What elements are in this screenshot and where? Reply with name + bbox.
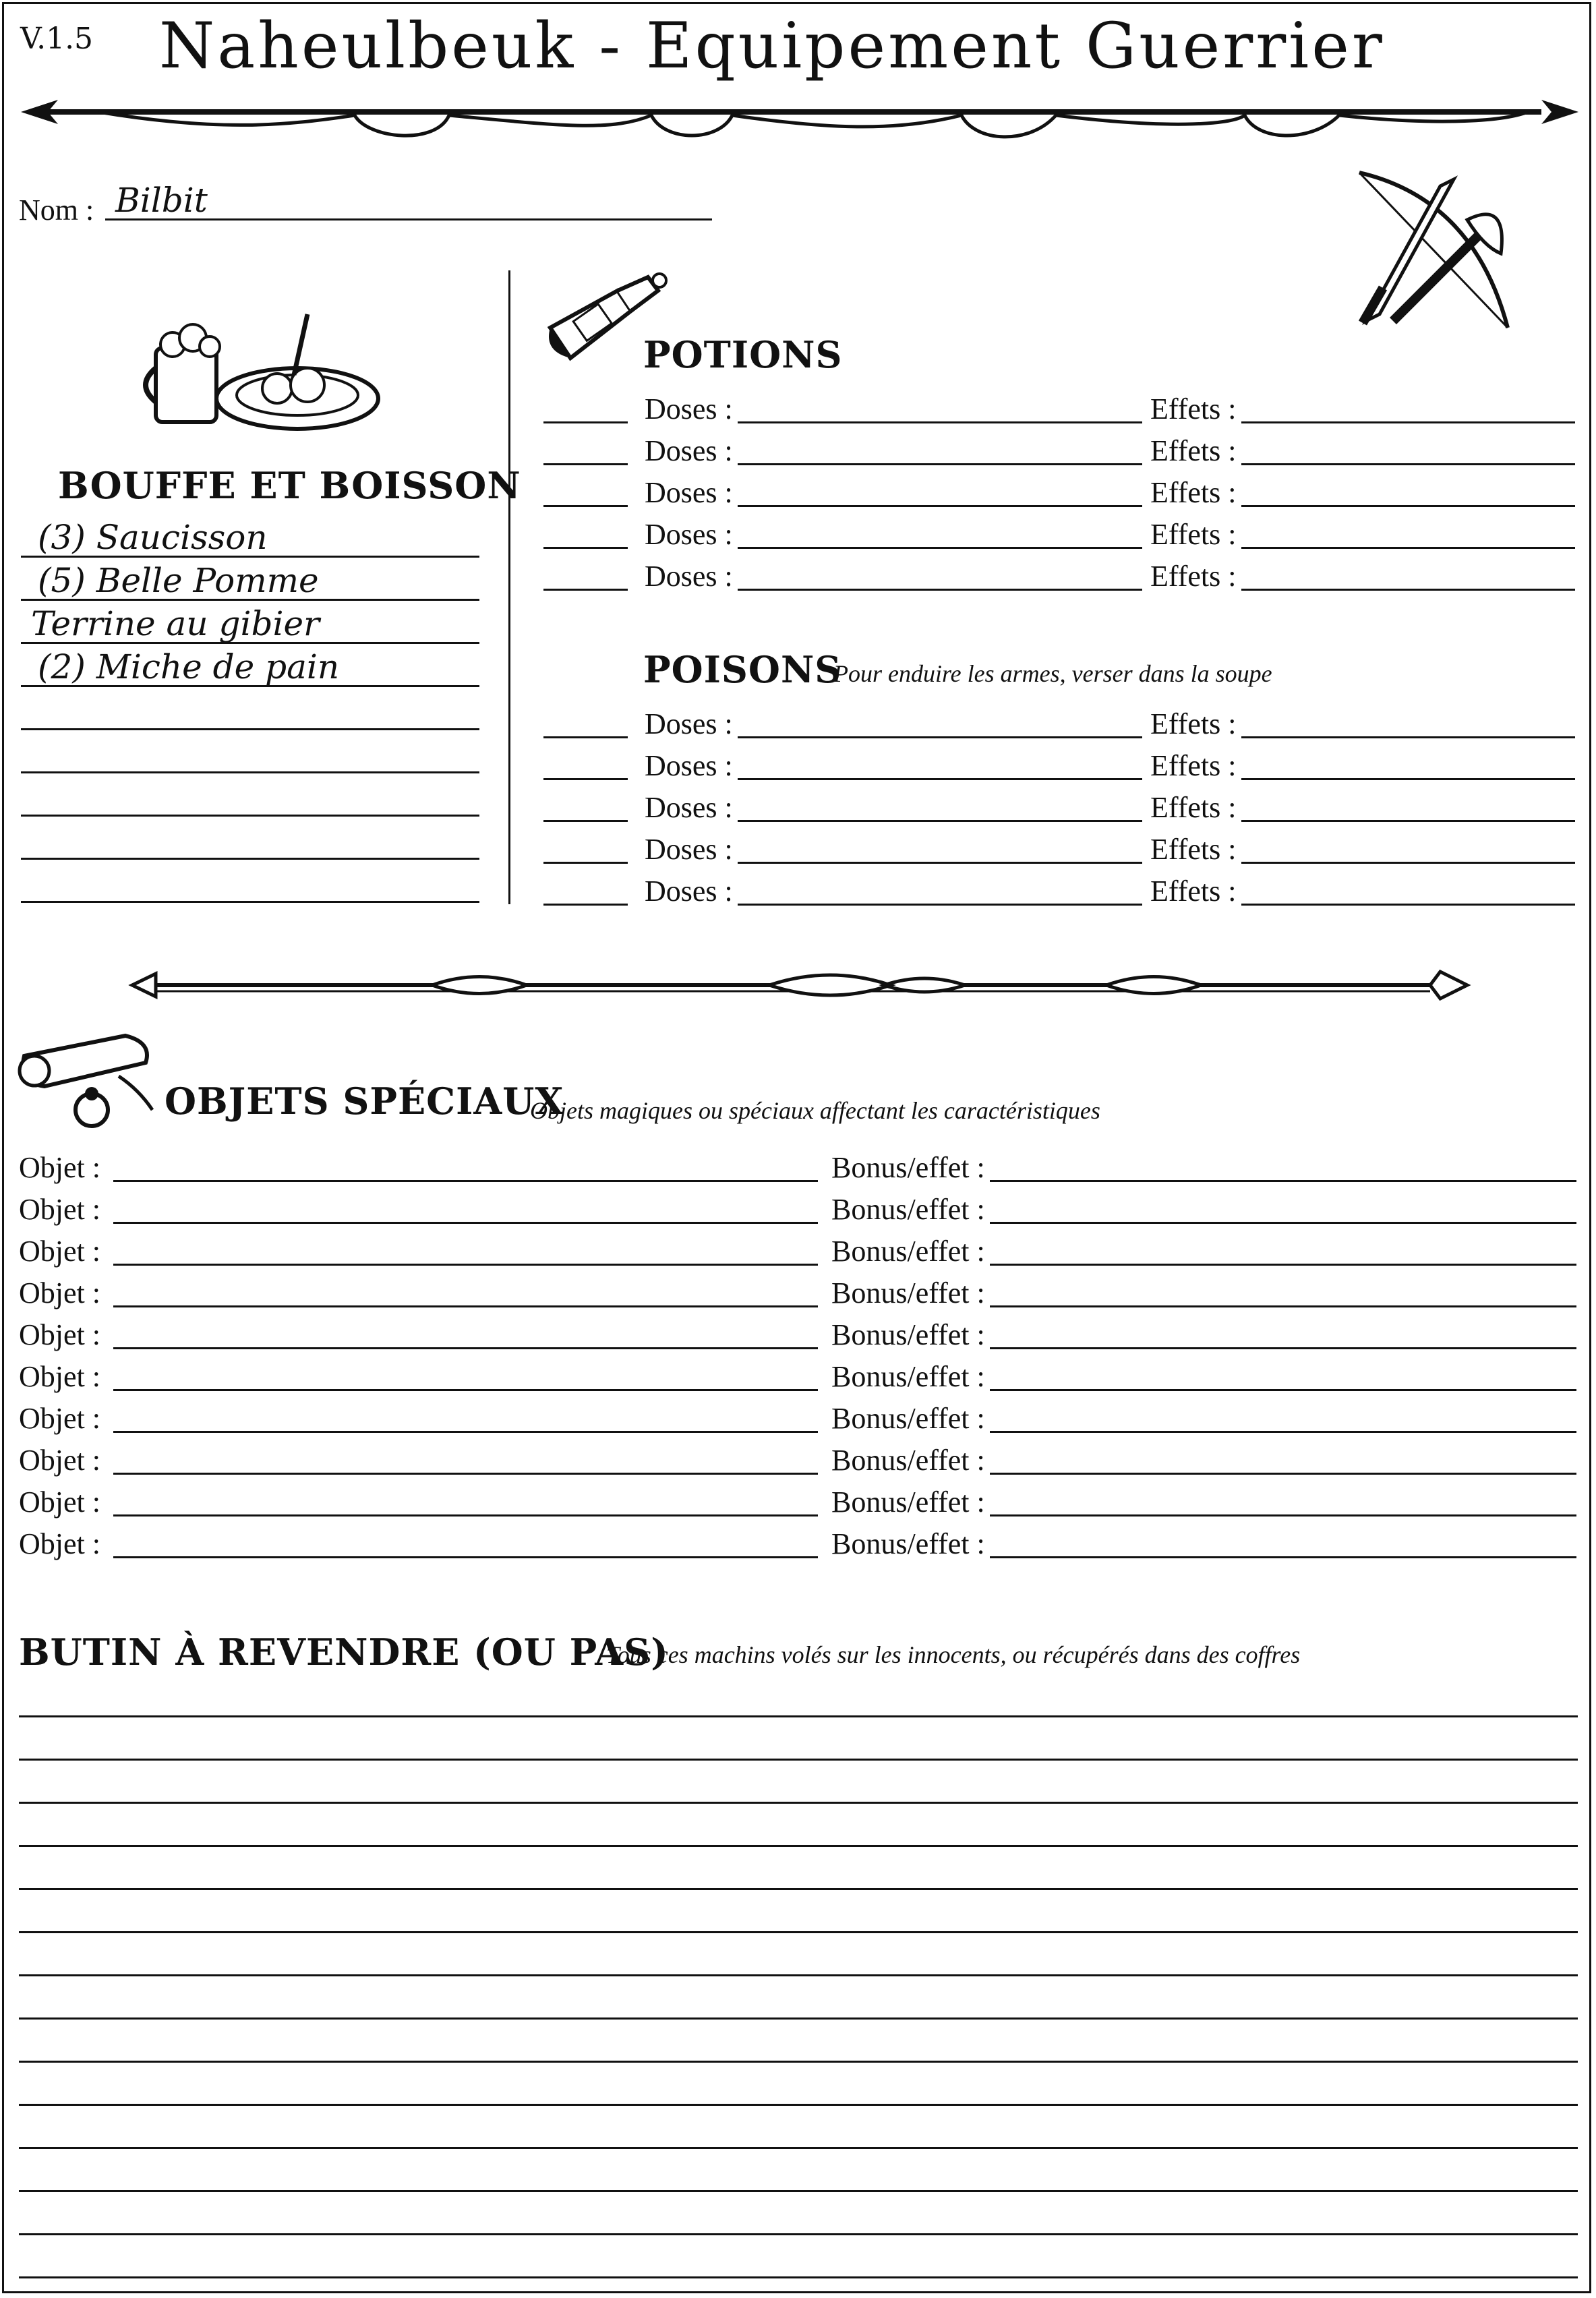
poison-effets-field[interactable] <box>1241 778 1575 780</box>
poison-qty-line[interactable] <box>543 820 628 822</box>
potion-qty-line[interactable] <box>543 505 628 507</box>
poison-qty-line[interactable] <box>543 736 628 738</box>
objet-field[interactable] <box>113 1264 818 1266</box>
poison-qty-line[interactable] <box>543 904 628 906</box>
potion-qty-line[interactable] <box>543 421 628 423</box>
objets-table <box>19 1150 1576 1568</box>
objet-field[interactable] <box>113 1347 818 1349</box>
potion-effets-field[interactable] <box>1241 505 1575 507</box>
butin-line[interactable] <box>19 1848 1578 1891</box>
butin-line[interactable] <box>19 1675 1578 1718</box>
bonus-field[interactable] <box>990 1431 1576 1433</box>
poison-effets-field[interactable] <box>1241 736 1575 738</box>
butin-line[interactable] <box>19 2063 1578 2106</box>
bonus-field[interactable] <box>990 1347 1576 1349</box>
poisons-table <box>543 707 1596 916</box>
objet-row: Objet : Bonus/effet : <box>19 1527 1576 1568</box>
nom-line <box>105 218 712 220</box>
poison-row: Doses : Effets : <box>543 748 1596 790</box>
potion-row: Doses : Effets : <box>543 559 1596 601</box>
butin-line[interactable] <box>19 2106 1578 2150</box>
butin-line[interactable] <box>19 1891 1578 1934</box>
poison-doses-field[interactable] <box>738 904 1142 906</box>
objet-field[interactable] <box>113 1389 818 1391</box>
poison-qty-line[interactable] <box>543 778 628 780</box>
spear-divider-icon <box>18 85 1582 152</box>
poison-row: Doses : Effets : <box>543 874 1596 916</box>
potion-qty-line[interactable] <box>543 463 628 465</box>
poisons-subtitle: Pour enduire les armes, verser dans la soupe <box>833 660 1272 687</box>
objet-field[interactable] <box>113 1305 818 1307</box>
version-label: V.1.5 <box>20 22 94 56</box>
bonus-field[interactable] <box>990 1473 1576 1475</box>
nom-label: Nom : <box>19 194 94 227</box>
poison-effets-field[interactable] <box>1241 862 1575 864</box>
poison-qty-line[interactable] <box>543 862 628 864</box>
objet-row: Objet : Bonus/effet : <box>19 1318 1576 1359</box>
objet-row: Objet : Bonus/effet : <box>19 1443 1576 1485</box>
poisons-heading: POISONS <box>643 648 842 691</box>
objet-field[interactable] <box>113 1514 818 1516</box>
butin-heading: BUTIN À REVENDRE (OU PAS) <box>19 1630 669 1674</box>
butin-line[interactable] <box>19 1977 1578 2020</box>
potion-doses-field[interactable] <box>738 547 1142 549</box>
potion-effets-field[interactable] <box>1241 463 1575 465</box>
potions-heading: POTIONS <box>643 333 843 376</box>
potions-table <box>543 392 1596 601</box>
food-list <box>21 517 479 905</box>
nom-value[interactable]: Bilbit <box>115 181 208 220</box>
butin-line[interactable] <box>19 1718 1578 1761</box>
bonus-field[interactable] <box>990 1180 1576 1182</box>
poison-row: Doses : Effets : <box>543 832 1596 874</box>
butin-line[interactable] <box>19 2150 1578 2193</box>
food-item[interactable] <box>21 862 479 905</box>
objet-field[interactable] <box>113 1431 818 1433</box>
objet-row: Objet : Bonus/effet : <box>19 1359 1576 1401</box>
poison-doses-field[interactable] <box>738 736 1142 738</box>
food-item[interactable]: (3) Saucisson <box>21 517 479 560</box>
butin-line[interactable] <box>19 1761 1578 1804</box>
food-item[interactable]: (5) Belle Pomme <box>21 560 479 603</box>
food-item[interactable] <box>21 819 479 862</box>
poison-effets-field[interactable] <box>1241 904 1575 906</box>
bonus-field[interactable] <box>990 1514 1576 1516</box>
food-item[interactable]: Terrine au gibier <box>21 603 479 646</box>
potion-row: Doses : Effets : <box>543 517 1596 559</box>
butin-subtitle: Tous ces machins volés sur les innocents, ou récupérés dans des coffres <box>606 1641 1301 1668</box>
bonus-field[interactable] <box>990 1556 1576 1558</box>
objet-row: Objet : Bonus/effet : <box>19 1401 1576 1443</box>
poison-doses-field[interactable] <box>738 862 1142 864</box>
objet-row: Objet : Bonus/effet : <box>19 1485 1576 1527</box>
objet-field[interactable] <box>113 1473 818 1475</box>
objet-field[interactable] <box>113 1222 818 1224</box>
potion-effets-field[interactable] <box>1241 547 1575 549</box>
potion-effets-field[interactable] <box>1241 421 1575 423</box>
food-plate-icon <box>142 301 385 442</box>
potion-qty-line[interactable] <box>543 547 628 549</box>
potion-doses-field[interactable] <box>738 505 1142 507</box>
poison-doses-field[interactable] <box>738 778 1142 780</box>
scroll-ring-icon <box>18 1029 159 1137</box>
objet-field[interactable] <box>113 1556 818 1558</box>
potion-qty-line[interactable] <box>543 589 628 591</box>
objet-field[interactable] <box>113 1180 818 1182</box>
bonus-field[interactable] <box>990 1222 1576 1224</box>
poison-row: Doses : Effets : <box>543 707 1596 748</box>
potion-row: Doses : Effets : <box>543 392 1596 434</box>
staff-divider-icon <box>129 962 1471 1009</box>
objet-row: Objet : Bonus/effet : <box>19 1150 1576 1192</box>
food-item[interactable] <box>21 775 479 819</box>
butin-line[interactable] <box>19 1804 1578 1848</box>
crossed-weapons-icon <box>1339 159 1528 341</box>
butin-line[interactable] <box>19 2193 1578 2236</box>
food-item[interactable] <box>21 689 479 732</box>
potion-row: Doses : Effets : <box>543 475 1596 517</box>
poison-row: Doses : Effets : <box>543 790 1596 832</box>
column-divider <box>508 270 510 904</box>
food-item[interactable] <box>21 732 479 775</box>
poison-effets-field[interactable] <box>1241 820 1575 822</box>
poison-doses-field[interactable] <box>738 820 1142 822</box>
objets-subtitle: Objets magiques ou spéciaux affectant les caractéristiques <box>530 1097 1100 1124</box>
bonus-field[interactable] <box>990 1389 1576 1391</box>
bonus-field[interactable] <box>990 1305 1576 1307</box>
potion-doses-field[interactable] <box>738 589 1142 591</box>
butin-lines <box>19 1675 1578 2279</box>
potion-doses-field[interactable] <box>738 421 1142 423</box>
objets-heading: OBJETS SPÉCIAUX <box>165 1080 564 1123</box>
objet-row: Objet : Bonus/effet : <box>19 1276 1576 1318</box>
butin-line[interactable] <box>19 2236 1578 2279</box>
butin-line[interactable] <box>19 1934 1578 1977</box>
character-sheet <box>2 2 1591 2293</box>
food-item[interactable]: (2) Miche de pain <box>21 646 479 689</box>
potion-doses-field[interactable] <box>738 463 1142 465</box>
potion-row: Doses : Effets : <box>543 434 1596 475</box>
potion-effets-field[interactable] <box>1241 589 1575 591</box>
objet-row: Objet : Bonus/effet : <box>19 1234 1576 1276</box>
objet-row: Objet : Bonus/effet : <box>19 1192 1576 1234</box>
bonus-field[interactable] <box>990 1264 1576 1266</box>
page-title: Naheulbeuk - Equipement Guerrier <box>159 9 1385 83</box>
food-heading: BOUFFE ET BOISSON <box>58 464 521 507</box>
butin-line[interactable] <box>19 2020 1578 2063</box>
